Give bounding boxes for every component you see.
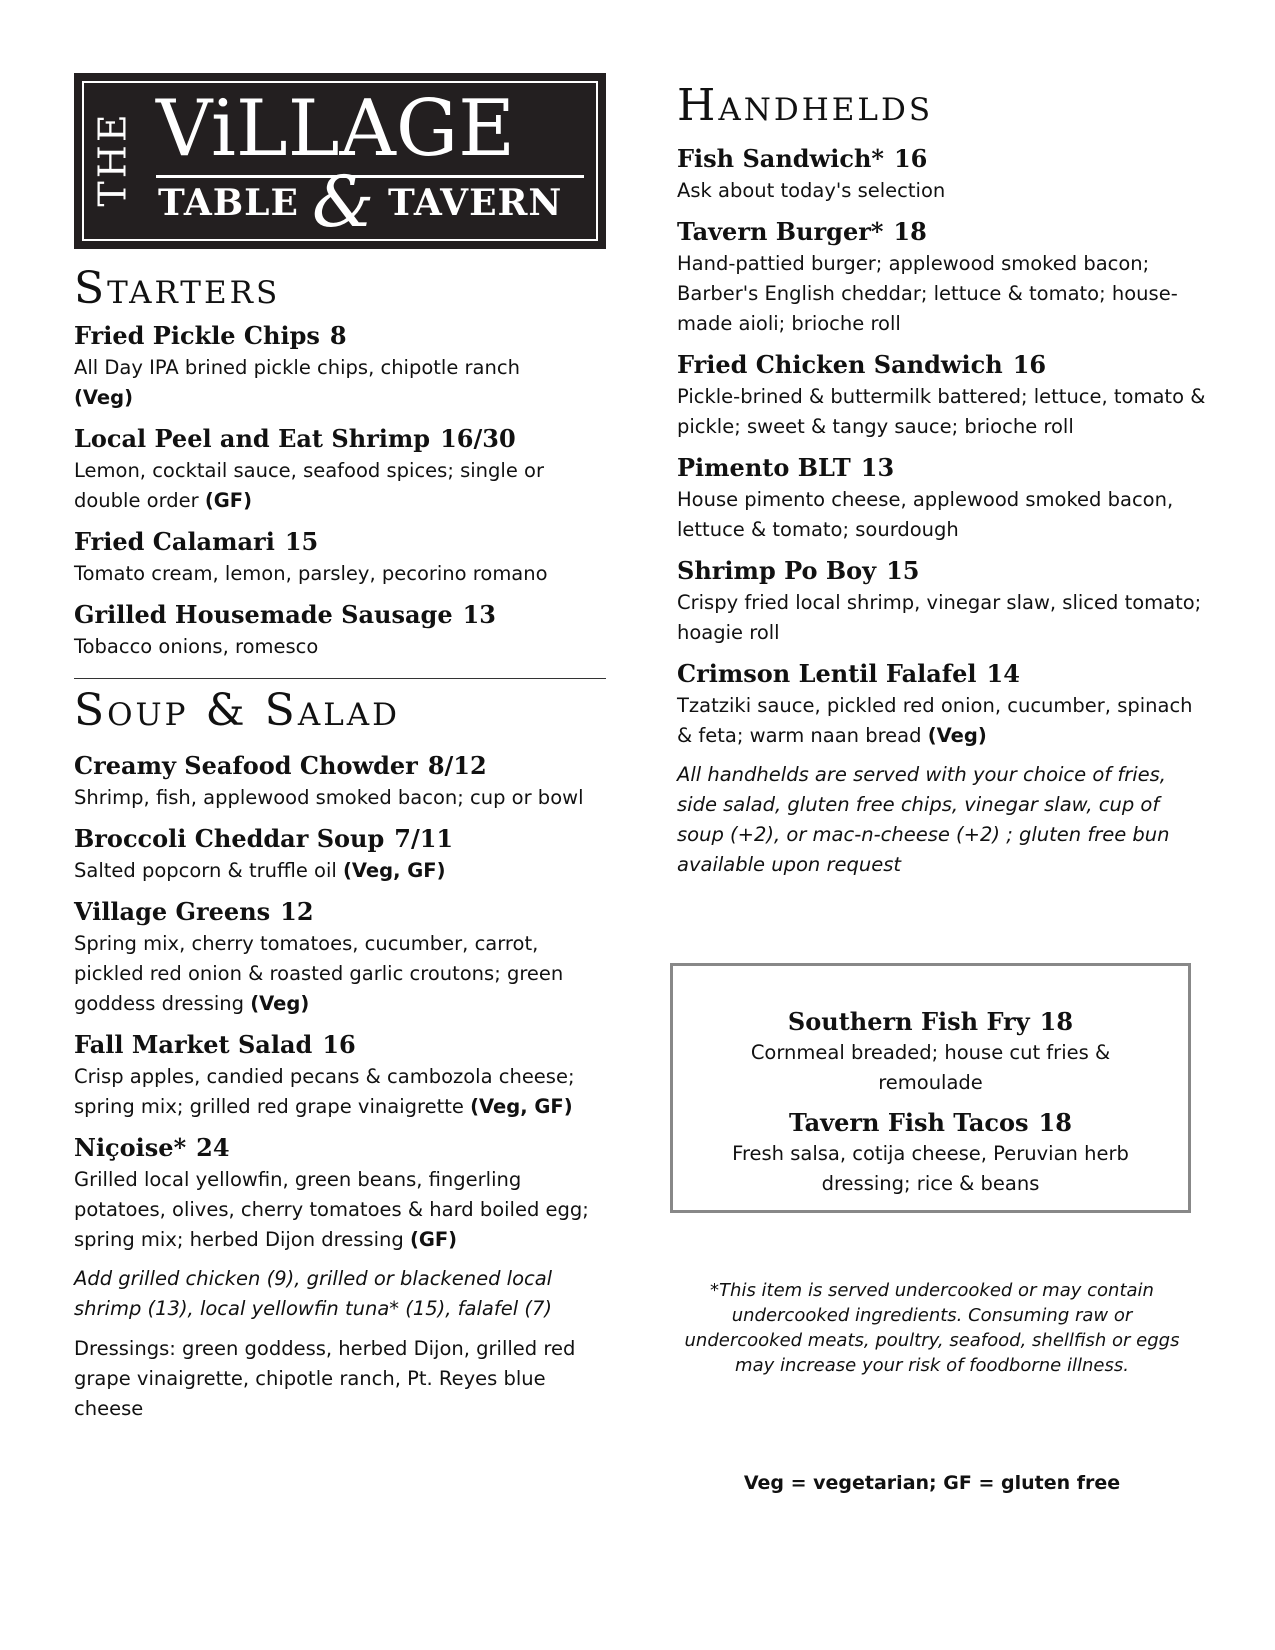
menu-item <box>74 1131 606 1255</box>
item-name <box>677 142 1207 176</box>
item-title: Southern Fish Fry <box>787 1007 1030 1036</box>
item-name <box>74 525 606 559</box>
item-desc-text: All Day IPA brined pickle chips, chipotle ranch <box>74 356 520 379</box>
item-title: Fish Sandwich* <box>677 144 884 173</box>
menu-item <box>74 422 606 516</box>
item-description: House pimento cheese, applewood smoked bacon, lettuce & tomato; sourdough <box>677 488 1174 541</box>
logo-the-text: THE <box>91 111 136 207</box>
item-title: Niçoise* <box>74 1133 187 1162</box>
item-title: Creamy Seafood Chowder <box>74 751 418 780</box>
item-name <box>677 657 1207 691</box>
item-title: Grilled Housemade Sausage <box>74 600 453 629</box>
dietary-tag: (GF) <box>204 489 253 512</box>
menu-item <box>74 319 606 413</box>
menu-item <box>74 822 606 886</box>
item-name <box>677 554 1207 588</box>
menu-item <box>74 598 606 662</box>
item-desc-text: Tzatziki sauce, pickled red onion, cucumber, spinach & feta; warm naan bread <box>677 694 1193 747</box>
starters-heading: Starters <box>74 263 281 314</box>
item-desc-text: Lemon, cocktail sauce, seafood spices; single or double order <box>74 459 544 512</box>
menu-item <box>677 215 1207 339</box>
item-name <box>74 1028 606 1062</box>
item-price: 18 <box>1038 1108 1072 1137</box>
item-title: Tavern Fish Tacos <box>789 1108 1029 1137</box>
specials-box <box>670 963 1191 1213</box>
item-description <box>74 856 606 886</box>
menu-item <box>74 895 606 1019</box>
item-title: Pimento BLT <box>677 453 851 482</box>
item-name <box>74 895 606 929</box>
item-title: Fried Pickle Chips <box>74 321 320 350</box>
dietary-tag: (Veg, GF) <box>342 859 446 882</box>
right-column <box>677 80 1207 880</box>
item-price: 14 <box>986 659 1020 688</box>
item-description: Hand-pattied burger; applewood smoked bacon; Barber's English cheddar; lettuce & tomato; house-made aioli; brioche roll <box>677 252 1178 335</box>
item-description <box>74 353 606 413</box>
item-description <box>677 691 1207 751</box>
item-price: 15 <box>886 556 920 585</box>
item-desc-text: Grilled local yellowfin, green beans, fingerling potatoes, olives, cherry tomatoes & hard boiled egg; spring mix; herbed Dijon dressing <box>74 1168 589 1251</box>
item-name <box>74 598 606 632</box>
item-price: 13 <box>462 600 497 629</box>
item-title: Shrimp Po Boy <box>677 556 877 585</box>
item-name <box>677 451 1207 485</box>
item-title: Crimson Lentil Falafel <box>677 659 977 688</box>
logo-ampersand: & <box>312 161 375 243</box>
dietary-tag: (Veg) <box>250 992 310 1015</box>
menu-item <box>677 451 1207 545</box>
special-item <box>673 1107 1188 1199</box>
item-description: Shrimp, fish, applewood smoked bacon; cup or bowl <box>74 786 584 809</box>
item-name <box>74 319 606 353</box>
menu-item <box>74 525 606 589</box>
item-description <box>74 1062 606 1122</box>
menu-item <box>677 554 1207 648</box>
item-price: 8/12 <box>427 751 487 780</box>
dietary-tag: (Veg) <box>927 724 987 747</box>
item-price: 7/11 <box>394 824 454 853</box>
dietary-tag: (GF) <box>409 1228 458 1251</box>
item-price: 15 <box>284 527 319 556</box>
item-price: 16 <box>1012 350 1047 379</box>
logo-table: TABLE <box>158 182 299 224</box>
item-title: Fall Market Salad <box>74 1030 313 1059</box>
menu-item <box>677 657 1207 751</box>
item-name <box>74 822 606 856</box>
item-title: Fried Calamari <box>74 527 275 556</box>
item-description: Ask about today's selection <box>677 179 946 202</box>
special-item <box>673 1006 1188 1098</box>
logo-the <box>92 101 134 217</box>
item-price: 24 <box>196 1133 230 1162</box>
item-description <box>74 929 606 1019</box>
item-title: Local Peel and Eat Shrimp <box>74 424 431 453</box>
item-name <box>74 749 606 783</box>
restaurant-logo <box>74 73 606 249</box>
logo-village: ViLLAGE <box>156 84 516 174</box>
item-price: 18 <box>1039 1007 1074 1036</box>
item-name <box>673 1107 1188 1139</box>
item-name <box>74 1131 606 1165</box>
item-description: Crispy fried local shrimp, vinegar slaw, sliced tomato; hoagie roll <box>677 591 1202 644</box>
item-price: 16 <box>893 144 928 173</box>
salad-addons-note: Add grilled chicken (9), grilled or blackened local shrimp (13), local yellowfin tuna* (15), falafel (7) <box>74 1267 553 1320</box>
item-name <box>677 348 1207 382</box>
left-column <box>74 73 606 1424</box>
soup-salad-heading: Soup & Salad <box>74 685 401 736</box>
logo-tavern: TAVERN <box>388 182 563 224</box>
item-description: Tobacco onions, romesco <box>74 635 319 658</box>
section-divider <box>74 678 606 679</box>
item-price: 8 <box>329 321 347 350</box>
item-price: 18 <box>893 217 927 246</box>
item-price: 13 <box>860 453 895 482</box>
dietary-tag: (Veg, GF) <box>470 1095 573 1118</box>
item-description <box>74 1165 606 1255</box>
item-price: 16/30 <box>440 424 516 453</box>
item-description: Cornmeal breaded; house cut fries & remoulade <box>750 1041 1111 1094</box>
item-price: 16 <box>322 1030 356 1059</box>
item-description: Pickle-brined & buttermilk battered; lettuce, tomato & pickle; sweet & tangy sauce; brioche roll <box>677 385 1206 438</box>
raw-food-disclaimer: *This item is served undercooked or may contain undercooked ingredients. Consuming raw or undercooked meats, poultry, seafood, shellfish or eggs may increase your risk of foodborne illness. <box>684 1280 1180 1376</box>
item-name <box>677 215 1207 249</box>
item-description: Tomato cream, lemon, parsley, pecorino romano <box>74 562 548 585</box>
menu-item <box>677 142 1207 206</box>
item-desc-text: Salted popcorn & truffle oil <box>74 859 337 882</box>
item-desc-text: Crisp apples, candied pecans & cambozola cheese; spring mix; grilled red grape vinaigrette <box>74 1065 575 1118</box>
item-price: 12 <box>280 897 314 926</box>
item-description <box>74 456 606 516</box>
item-description: Fresh salsa, cotija cheese, Peruvian herb dressing; rice & beans <box>732 1142 1129 1195</box>
dietary-legend: Veg = vegetarian; GF = gluten free <box>743 1472 1121 1494</box>
item-title: Tavern Burger* <box>677 217 884 246</box>
item-desc-text: Spring mix, cherry tomatoes, cucumber, carrot, pickled red onion & roasted garlic croutons; green goddess dressing <box>74 932 564 1015</box>
dietary-tag: (Veg) <box>74 386 134 409</box>
item-title: Village Greens <box>74 897 271 926</box>
item-name <box>74 422 606 456</box>
handhelds-sides-note: All handhelds are served with your choice of fries, side salad, gluten free chips, vinegar slaw, cup of soup (+2), or mac-n-cheese (+2) ; gluten free bun available upon request <box>677 763 1170 876</box>
dressings-list: Dressings: green goddess, herbed Dijon, grilled red grape vinaigrette, chipotle ranch, Pt. Reyes blue cheese <box>74 1337 576 1420</box>
menu-item <box>677 348 1207 442</box>
item-title: Fried Chicken Sandwich <box>677 350 1003 379</box>
item-name <box>673 1006 1188 1038</box>
item-title: Broccoli Cheddar Soup <box>74 824 385 853</box>
menu-item <box>74 1028 606 1122</box>
handhelds-heading: Handhelds <box>677 80 934 131</box>
menu-item <box>74 749 606 813</box>
